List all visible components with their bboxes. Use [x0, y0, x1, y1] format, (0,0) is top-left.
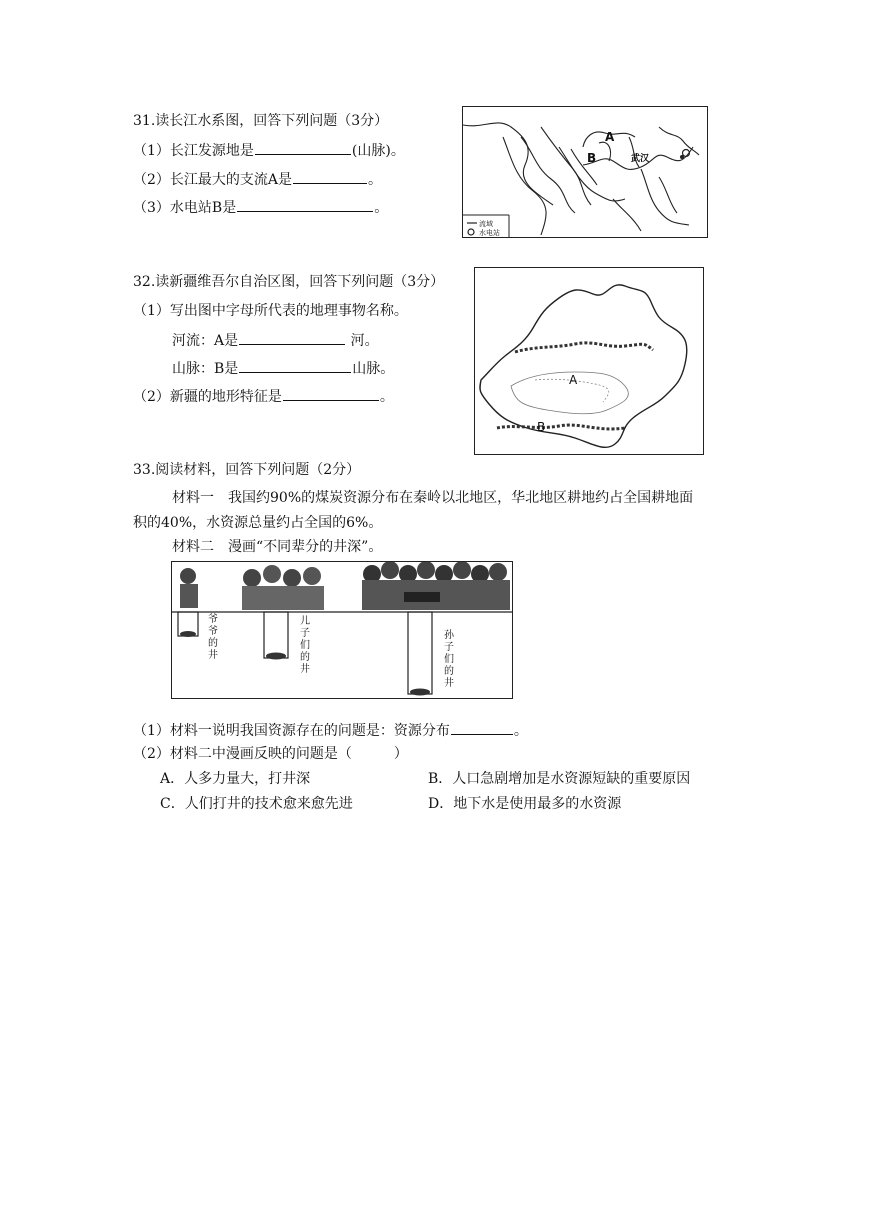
q31-legend-station: 水电站: [479, 229, 500, 237]
q32-blank-mountain[interactable]: [239, 358, 351, 373]
q33-material2: 材料二 漫画“不同辈分的井深”。: [172, 539, 383, 555]
q33-material1-line1: 材料一 我国约90%的煤炭资源分布在秦岭以北地区，华北地区耕地约占全国耕地面: [172, 490, 694, 506]
q33-blank1[interactable]: [451, 720, 513, 735]
q32-river: 河流：A是 河。: [172, 330, 379, 350]
q31-title: 31.读长江水系图，回答下列问题（3分）: [133, 113, 389, 129]
yangtze-river-map: [462, 106, 708, 238]
q32-part1: （1）写出图中字母所代表的地理事物名称。: [133, 303, 408, 319]
q32-blank-river[interactable]: [239, 330, 345, 345]
q33-option-b[interactable]: B．人口急剧增加是水资源短缺的重要原因: [428, 771, 691, 787]
q32-title: 32.读新疆维吾尔自治区图，回答下列问题（3分）: [133, 274, 445, 290]
grandsons-crowd: [362, 562, 510, 610]
q31-map-city: 武汉: [631, 154, 650, 164]
grandsons-well: [408, 612, 432, 694]
q33-part1: （1）材料一说明我国资源存在的问题是：资源分布 。: [133, 720, 528, 740]
q33-material1-line2: 积的40%，水资源总量约占全国的6%。: [133, 515, 383, 531]
q31-part2: （2）长江最大的支流A是 。: [133, 169, 382, 189]
q33-option-d[interactable]: D．地下水是使用最多的水资源: [428, 796, 622, 812]
label-grandsons-well: 孙子们的井: [444, 630, 454, 689]
xinjiang-map: [474, 267, 704, 455]
hydropower-icon: [468, 229, 474, 235]
q33-title: 33.阅读材料，回答下列问题（2分）: [133, 462, 361, 478]
q32-blank-terrain[interactable]: [283, 386, 379, 401]
q31-map-label-b: B: [587, 151, 597, 165]
q31-legend-basin: 流域: [479, 220, 493, 228]
q31-blank1[interactable]: [255, 140, 351, 155]
q33-option-c[interactable]: C．人们打井的技术愈来愈先进: [160, 796, 353, 812]
label-grandpa-well: 爷爷的井: [208, 614, 218, 661]
q32-part2: （2）新疆的地形特征是 。: [133, 386, 394, 406]
sons-group: [242, 565, 324, 610]
q33-part2: （2）材料二中漫画反映的问题是（ ）: [133, 746, 408, 762]
q31-map-label-a: A: [605, 130, 615, 144]
q32-mountain: 山脉：B是 山脉。: [172, 358, 394, 378]
q31-part3: （3）水电站B是 。: [133, 197, 388, 217]
q31-blank3[interactable]: [237, 197, 373, 212]
label-sons-well: 儿子们的井: [300, 616, 310, 675]
well-depth-cartoon: [171, 561, 513, 699]
q33-option-a[interactable]: A．人多力量大，打井深: [160, 771, 311, 787]
q31-blank2[interactable]: [293, 169, 367, 184]
q32-map-label-a: A: [569, 373, 578, 387]
q32-map-label-b: B: [537, 420, 546, 434]
grandpa-figure: [180, 568, 198, 608]
q31-part1: （1）长江发源地是 (山脉)。: [133, 140, 405, 160]
sons-well: [264, 612, 288, 658]
